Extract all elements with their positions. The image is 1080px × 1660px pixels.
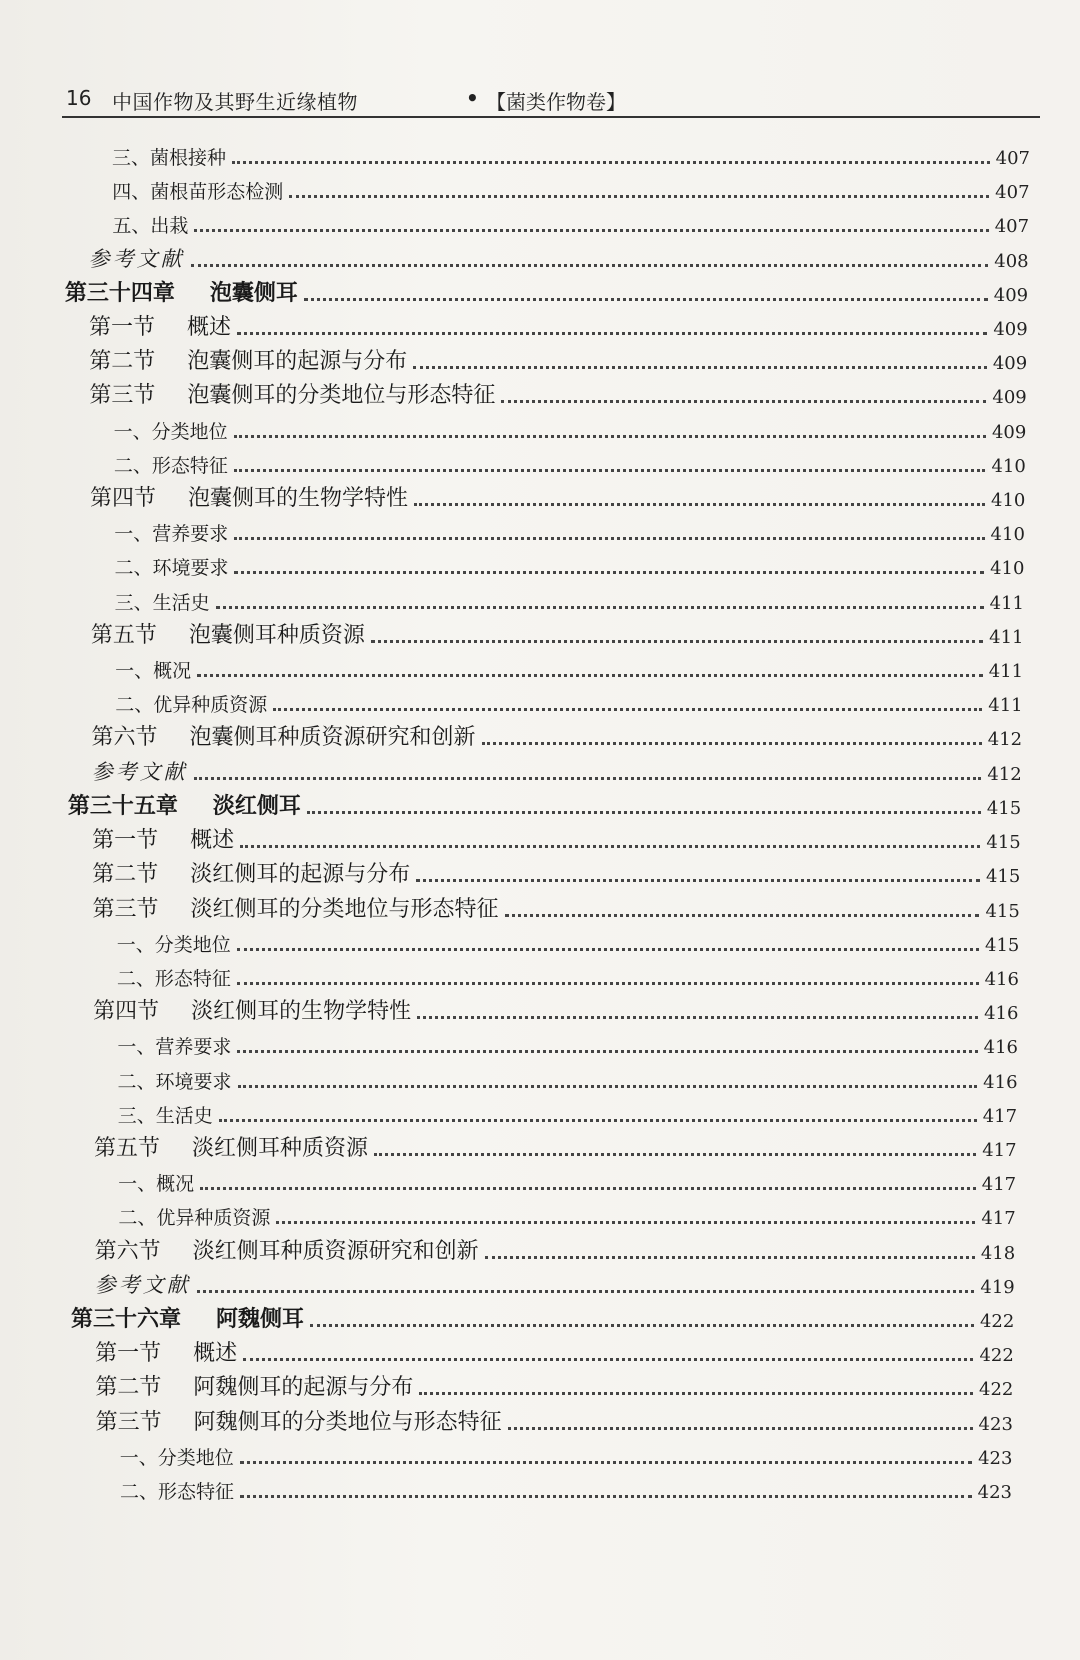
toc-entry-text: 泡囊侧耳的起源与分布 [187, 349, 408, 375]
dot-leader [237, 982, 979, 985]
dot-leader [234, 571, 984, 574]
toc-entry-sub [117, 923, 1020, 957]
toc-entry-number: 第五节 [90, 622, 157, 648]
dot-leader [243, 1358, 973, 1361]
dot-leader [413, 366, 987, 369]
toc-entry-text: 淡红侧耳的分类地位与形态特征 [190, 896, 499, 922]
toc-entry-text: 淡红侧耳的生物学特性 [191, 999, 412, 1025]
toc-entry-section [95, 1231, 1016, 1265]
toc-entry-title [115, 656, 191, 683]
toc-page-number: 423 [978, 1447, 1013, 1469]
toc-entry-text: 参考文献 [91, 759, 188, 784]
toc-entry-text: 一、分类地位 [113, 420, 228, 443]
dot-leader [234, 435, 986, 438]
dot-leader [216, 606, 984, 609]
toc-entry-text: 泡囊侧耳种质资源 [188, 622, 365, 648]
toc-page-number: 417 [982, 1139, 1017, 1161]
dot-leader [416, 879, 980, 882]
toc-entry-text: 概述 [187, 315, 232, 341]
toc-entry-title [114, 451, 228, 478]
toc-page-number: 410 [991, 490, 1026, 512]
toc-entry-title [117, 1032, 231, 1059]
toc-entry-text: 泡囊侧耳的生物学特性 [188, 486, 409, 512]
toc-entry-sub [120, 1436, 1013, 1470]
toc-page-number: 416 [984, 968, 1019, 990]
toc-entry-text: 二、环境要求 [117, 1070, 232, 1093]
toc-page-number: 409 [991, 421, 1027, 443]
dot-leader [276, 1221, 975, 1224]
toc-entry-number: 第三十五章 [67, 793, 178, 819]
toc-page-number: 417 [982, 1105, 1018, 1127]
toc-entry-number: 第一节 [95, 1341, 162, 1367]
dot-leader [505, 914, 980, 917]
toc-entry-section [93, 991, 1018, 1025]
toc-entry-text: 阿魏侧耳的起源与分布 [193, 1375, 414, 1401]
toc-page-number: 411 [989, 626, 1024, 648]
toc-entry-section [89, 307, 1028, 341]
dot-leader [219, 1119, 977, 1122]
toc-entry-section [92, 820, 1021, 854]
toc-entry-text: 泡囊侧耳的分类地位与形态特征 [187, 383, 496, 409]
toc-entry-title [93, 892, 499, 923]
toc-entry-text: 淡红侧耳种质资源研究和创新 [192, 1238, 479, 1264]
toc-entry-section [95, 1333, 1014, 1367]
dot-leader [237, 1050, 977, 1053]
dot-leader [371, 640, 983, 643]
dot-leader [240, 1495, 972, 1498]
dot-leader [482, 742, 982, 745]
toc-entry-sub [114, 410, 1027, 444]
dot-leader [289, 195, 989, 198]
toc-page-number: 416 [983, 1071, 1018, 1093]
toc-entry-text: 五、出栽 [112, 215, 189, 238]
toc-entry-section [92, 854, 1020, 888]
toc-page-number: 409 [993, 319, 1028, 341]
toc-page-number: 411 [989, 592, 1024, 614]
dot-leader [304, 298, 988, 301]
toc-entry-title [118, 1169, 194, 1196]
toc-entry-text: 泡囊侧耳 [209, 280, 298, 306]
toc-entry-title [91, 618, 365, 649]
toc-entry-title [93, 994, 411, 1025]
dot-leader [485, 1256, 975, 1259]
toc-entry-text: 二、形态特征 [120, 1481, 235, 1503]
toc-page-number: 422 [979, 1310, 1015, 1332]
toc-entry-title [118, 1067, 232, 1094]
toc-entry-sub [112, 136, 1030, 170]
toc-entry-title [112, 211, 188, 238]
toc-entry-title [89, 243, 185, 273]
toc-entry-text: 阿魏侧耳的分类地位与形态特征 [193, 1409, 502, 1435]
toc-page-number: 407 [994, 216, 1030, 238]
toc-entry-sub [120, 1470, 1012, 1504]
toc-page-number: 407 [995, 182, 1030, 204]
toc-entry-title [95, 1336, 237, 1367]
toc-entry-section [91, 717, 1022, 751]
toc-entry-sub [114, 444, 1026, 478]
toc-entry-title [94, 1131, 368, 1162]
dot-leader [240, 1461, 972, 1464]
dot-leader [200, 1187, 976, 1190]
toc-entry-sub [118, 1162, 1016, 1196]
toc-entry-ref [89, 239, 1029, 273]
toc-entry-title [120, 1477, 234, 1504]
toc-entry-title [117, 964, 231, 991]
toc-page-number: 410 [990, 524, 1025, 546]
toc-page-number: 422 [979, 1379, 1014, 1401]
toc-entry-text: 概述 [193, 1341, 238, 1367]
dot-leader [237, 948, 979, 951]
toc-page-number: 411 [988, 661, 1024, 683]
toc-page-number: 409 [992, 353, 1028, 375]
toc-entry-text: 一、分类地位 [119, 1446, 234, 1469]
toc-page-number: 408 [994, 250, 1029, 272]
toc-page-number: 415 [985, 900, 1020, 922]
toc-entry-section [96, 1402, 1013, 1436]
toc-page-number: 422 [979, 1345, 1014, 1367]
toc-entry-number: 第一节 [89, 315, 156, 341]
toc-entry-text: 二、优异种质资源 [115, 694, 268, 717]
toc-page-number: 415 [985, 934, 1020, 956]
toc-entry-number: 第一节 [92, 828, 159, 854]
dot-leader [232, 161, 990, 164]
toc-entry-sub [112, 170, 1029, 204]
toc-entry-title [92, 857, 410, 888]
dot-leader [374, 1153, 976, 1156]
toc-entry-title [89, 378, 495, 409]
toc-entry-section [89, 341, 1027, 375]
dot-leader [197, 674, 983, 677]
toc-entry-title [92, 823, 234, 854]
toc-entry-text: 四、菌根苗形态检测 [112, 181, 284, 204]
toc-entry-title [112, 143, 226, 170]
header-separator: • [466, 86, 479, 110]
dot-leader [508, 1427, 973, 1430]
toc-entry-text: 一、营养要求 [117, 1036, 232, 1059]
toc-page-number: 416 [983, 1037, 1018, 1059]
toc-entry-number: 第三节 [89, 383, 156, 409]
toc-entry-title [114, 417, 228, 444]
toc-page-number: 416 [984, 1003, 1019, 1025]
toc-entry-number: 第三节 [92, 896, 159, 922]
toc-entry-text: 三、生活史 [117, 1104, 213, 1127]
dot-leader [419, 1392, 973, 1395]
dot-leader [273, 708, 982, 711]
toc-page-number: 410 [991, 455, 1026, 477]
dot-leader [194, 229, 988, 232]
toc-entry-title [114, 519, 228, 546]
toc-entry-section [94, 1128, 1017, 1162]
toc-entry-title [118, 1203, 270, 1230]
toc-entry-title [117, 930, 231, 957]
toc-entry-title [120, 1443, 234, 1470]
dot-leader [310, 1324, 974, 1327]
toc-entry-text: 一、营养要求 [114, 523, 229, 546]
toc-entry-text: 阿魏侧耳 [215, 1306, 304, 1332]
toc-entry-text: 一、概况 [115, 660, 192, 683]
toc-entry-title [68, 789, 301, 820]
dot-leader [191, 264, 989, 267]
toc-entry-text: 二、形态特征 [116, 967, 231, 990]
toc-entry-chapter [68, 786, 1021, 820]
toc-page-number: 412 [987, 729, 1023, 751]
toc-entry-text: 三、生活史 [114, 591, 210, 614]
toc-entry-number: 第四节 [90, 486, 157, 512]
toc-entry-text: 二、优异种质资源 [118, 1207, 271, 1230]
toc-entry-sub [114, 512, 1025, 546]
toc-entry-title [89, 344, 407, 375]
toc-page-number: 415 [986, 797, 1022, 819]
toc-entry-section [93, 889, 1020, 923]
toc-entry-chapter [71, 1299, 1014, 1333]
toc-entry-text: 参考文献 [88, 246, 185, 271]
dot-leader [501, 400, 986, 403]
toc-entry-title [92, 756, 188, 786]
toc-entry-text: 泡囊侧耳种质资源研究和创新 [189, 725, 476, 751]
toc-entry-number: 第三节 [95, 1409, 162, 1435]
toc-entry-title [90, 481, 408, 512]
toc-entry-text: 三、菌根接种 [112, 147, 227, 169]
toc-entry-text: 淡红侧耳的起源与分布 [190, 862, 411, 888]
toc-page-number: 412 [987, 763, 1022, 785]
dot-leader [307, 811, 981, 814]
dot-leader [414, 503, 985, 506]
toc-page-number: 409 [992, 387, 1027, 409]
toc-entry-section [90, 478, 1025, 512]
toc-entry-title [112, 177, 283, 204]
toc-entry-section [95, 1367, 1013, 1401]
toc-entry-title [95, 1370, 413, 1401]
toc-entry-sub [115, 683, 1022, 717]
toc-entry-section [91, 615, 1024, 649]
toc-entry-ref [95, 1265, 1015, 1299]
dot-leader [417, 1016, 978, 1019]
page-number: 16 [66, 86, 92, 110]
toc-entry-number: 第二节 [92, 862, 159, 888]
toc-page-number: 419 [980, 1276, 1015, 1298]
toc-entry-number: 第三十六章 [70, 1306, 181, 1332]
toc-page-number: 409 [993, 284, 1029, 306]
dot-leader [194, 777, 982, 780]
toc-entry-section [89, 375, 1026, 409]
toc-entry-text: 淡红侧耳种质资源 [191, 1135, 368, 1161]
toc-entry-text: 淡红侧耳 [212, 793, 301, 819]
toc-entry-number: 第五节 [93, 1135, 160, 1161]
dot-leader [240, 845, 980, 848]
toc-entry-sub [118, 1094, 1017, 1128]
toc-entry-chapter [65, 273, 1028, 307]
toc-entry-sub [118, 1060, 1018, 1094]
toc-page-number: 410 [990, 558, 1025, 580]
toc-entry-title [65, 276, 298, 307]
toc-page-number: 415 [985, 866, 1021, 888]
toc-entry-number: 第二节 [89, 349, 156, 375]
dot-leader [234, 537, 984, 540]
dot-leader [234, 469, 986, 472]
toc-entry-sub [115, 581, 1024, 615]
toc-page-number: 417 [981, 1174, 1017, 1196]
toc-entry-number: 第二节 [95, 1375, 162, 1401]
toc-entry-title [115, 690, 267, 717]
book-title: 中国作物及其野生近缘植物 [112, 90, 358, 114]
toc-page-number: 407 [995, 148, 1030, 169]
toc-entry-text: 一、分类地位 [116, 933, 231, 956]
toc-page-number: 411 [988, 695, 1023, 717]
toc-entry-text: 二、形态特征 [113, 454, 228, 477]
toc-entry-title [95, 1269, 191, 1299]
toc-entry-sub [118, 1196, 1015, 1230]
toc-entry-number: 第四节 [93, 999, 160, 1025]
dot-leader [238, 1085, 978, 1088]
volume-label: 【菌类作物卷】 [486, 90, 626, 114]
toc-entry-text: 概述 [190, 828, 235, 854]
toc-entry-title [71, 1302, 304, 1333]
toc-entry-sub [117, 957, 1019, 991]
toc-entry-number: 第六节 [91, 725, 158, 751]
toc-entry-title [115, 588, 210, 615]
toc-page-number: 415 [986, 832, 1021, 854]
toc-entry-title [89, 310, 231, 341]
toc-entry-sub [112, 204, 1029, 238]
toc-entry-text: 一、概况 [118, 1173, 195, 1196]
toc-entry-text: 参考文献 [94, 1272, 191, 1297]
toc-entry-number: 第六节 [94, 1238, 161, 1264]
toc-entry-title [114, 553, 228, 580]
toc-entry-number: 第三十四章 [64, 280, 175, 306]
toc-entry-title [96, 1405, 502, 1436]
dot-leader [237, 332, 987, 335]
toc-page-number: 423 [977, 1482, 1012, 1503]
toc-entry-title [91, 720, 475, 751]
dot-leader [197, 1290, 975, 1293]
toc-entry-ref [92, 752, 1022, 786]
toc-page-number: 423 [978, 1413, 1013, 1435]
toc-entry-sub [115, 649, 1023, 683]
toc-entry-sub [114, 546, 1024, 580]
toc-entry-sub [117, 1025, 1018, 1059]
toc-page-number: 417 [981, 1208, 1016, 1230]
toc-entry-title [118, 1101, 213, 1128]
toc-entry-title [95, 1234, 479, 1265]
toc-page-number: 418 [980, 1242, 1016, 1264]
toc-entry-text: 二、环境要求 [114, 557, 229, 580]
